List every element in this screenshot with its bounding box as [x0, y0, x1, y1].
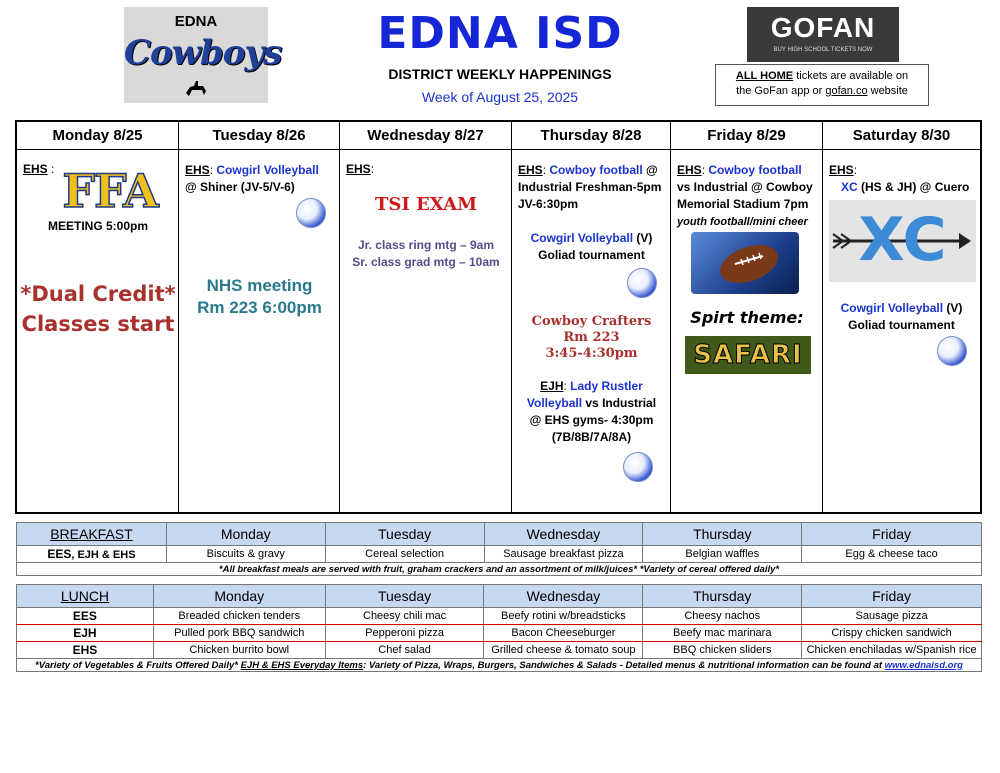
- event-cowboy-football: Cowboy football: [708, 163, 802, 177]
- xc-logo: [829, 200, 976, 282]
- volleyball-icon: [937, 336, 967, 366]
- breakfast-day-friday: Friday: [802, 523, 982, 546]
- lunch-day-tuesday: Tuesday: [325, 585, 484, 608]
- tickets-notice: [715, 64, 929, 106]
- safari-logo: SAFARI: [685, 336, 811, 374]
- lunch-row-ehs: [17, 642, 982, 659]
- day-header-monday: Monday 8/25: [17, 122, 178, 150]
- tickets-text-2: the GoFan app or: [736, 85, 826, 97]
- rustler-detail-2: (7B/8B/7A/8A): [551, 430, 632, 444]
- lunch-note-2: EJH & EHS Everyday Items: [240, 659, 364, 671]
- day-header-tuesday: Tuesday 8/26: [179, 122, 339, 150]
- day-column-saturday: Saturday 8/30 EHS: XC (HS & JH) @ Cuero XC Cowgirl Volleyball (V) Goliad tournament: [823, 122, 980, 512]
- lunch-item: Breaded chicken tenders: [153, 608, 325, 625]
- lunch-day-thursday: Thursday: [643, 585, 802, 608]
- day-column-monday: Monday 8/25 EHS : FFA MEETING 5:00pm *Dual Credit* Classes start: [17, 122, 179, 512]
- breakfast-note: *All breakfast meals are served with fruit, graham crackers and an assortment of milk/juices* *Variety of cereal offered daily*: [17, 563, 982, 576]
- breakfast-item: Sausage breakfast pizza: [484, 546, 643, 563]
- lunch-item: Beefy mac marinara: [643, 625, 802, 642]
- tickets-all-home: ALL HOME: [735, 70, 794, 82]
- lunch-item: Sausage pizza: [802, 608, 982, 625]
- football-detail-1: vs Industrial @ Cowboy: [677, 180, 813, 194]
- event-cowgirl-volleyball: Cowgirl Volleyball: [530, 231, 634, 245]
- xc-detail: (HS & JH) @ Cuero: [857, 180, 970, 194]
- lunch-item: Bacon Cheeseburger: [484, 625, 643, 642]
- dual-credit-line-2: Classes start: [21, 312, 175, 336]
- football-image: [691, 232, 799, 294]
- lunch-item: Grilled cheese & tomato soup: [484, 642, 643, 659]
- tickets-text-3: website: [867, 85, 908, 97]
- breakfast-schools: [17, 546, 167, 563]
- day-header-friday: Friday 8/29: [671, 122, 822, 150]
- lunch-school: EES: [17, 608, 154, 625]
- gofan-logo-text: GOFAN: [770, 12, 876, 43]
- ring-meeting: Jr. class ring mtg – 9am: [357, 238, 495, 252]
- weekly-calendar: [15, 120, 982, 514]
- lunch-note-1: *Variety of Vegetables & Fruits Offered Daily*: [35, 659, 241, 671]
- lunch-row-ejh: [17, 625, 982, 642]
- breakfast-day-wednesday: Wednesday: [484, 523, 643, 546]
- lunch-item: Chicken burrito bowl: [153, 642, 325, 659]
- logo-edna-text: EDNA: [174, 13, 218, 30]
- event-cowgirl-volleyball: Cowgirl Volleyball: [216, 163, 319, 177]
- event-detail: @ Shiner (JV-5/V-6): [185, 180, 295, 194]
- lunch-item: Chef salad: [325, 642, 484, 659]
- football-detail-2: Memorial Stadium 7pm: [677, 197, 809, 211]
- lunch-note-3: : Variety of Pizza, Wraps, Burgers, Sandwiches & Salads - Detailed menus & nutritional information can be found at: [363, 659, 885, 671]
- ffa-meeting: MEETING 5:00pm: [47, 219, 149, 233]
- rustler-detail-1: @ EHS gyms- 4:30pm: [529, 413, 654, 427]
- day-column-thursday: Thursday 8/28 EHS: Cowboy football @ Industrial Freshman-5pm JV-6:30pm Cowgirl Volleyball (V) Goliad tournament Cowboy Crafters Rm 223 3:45-4:30pm EJH: Lady Rustler Volleyball vs Industrial @ EHS gyms- 4:30pm (7B/8B/7A/8A): [512, 122, 671, 512]
- volleyball-icon: [627, 268, 657, 298]
- gofan-logo[interactable]: [747, 7, 899, 62]
- page-subtitle: DISTRICT WEEKLY HAPPENINGS: [388, 66, 612, 82]
- breakfast-menu: [16, 522, 982, 576]
- lunch-school: EJH: [17, 625, 154, 642]
- lunch-row-ees: [17, 608, 982, 625]
- page-title: EDNA ISD: [377, 8, 623, 59]
- spirit-theme: Spirt theme:: [690, 308, 804, 327]
- day-column-tuesday: Tuesday 8/26 EHS: Cowgirl Volleyball @ Shiner (JV-5/V-6) NHS meeting Rm 223 6:00pm: [179, 122, 340, 512]
- day-column-wednesday: Wednesday 8/27 EHS: TSI EXAM Jr. class ring mtg – 9am Sr. class grad mtg – 10am: [340, 122, 512, 512]
- school-label-ehs: EHS: [23, 162, 48, 176]
- breakfast-day-monday: Monday: [166, 523, 325, 546]
- school-label-ehs: EHS: [518, 163, 543, 177]
- crafters-line-2: Rm 223: [563, 330, 620, 345]
- school-label-ehs: EHS: [677, 163, 702, 177]
- tickets-text-1: tickets are available on: [793, 70, 909, 82]
- lunch-label: LUNCH: [17, 585, 154, 608]
- lunch-note: [17, 659, 982, 672]
- vb-detail: Goliad tournament: [848, 318, 955, 332]
- lunch-menu: [16, 584, 982, 672]
- breakfast-school-ees: EES: [47, 547, 72, 561]
- school-label-ejh: EJH: [540, 379, 564, 393]
- breakfast-label: BREAKFAST: [17, 523, 167, 546]
- volleyball-icon: [623, 452, 653, 482]
- edna-cowboys-logo: [124, 7, 282, 103]
- lunch-item: Chicken enchiladas w/Spanish rice: [802, 642, 982, 659]
- breakfast-day-tuesday: Tuesday: [325, 523, 484, 546]
- crafters-line-1: Cowboy Crafters: [531, 314, 652, 329]
- lunch-item: Cheesy chili mac: [325, 608, 484, 625]
- breakfast-item: Belgian waffles: [643, 546, 802, 563]
- lunch-item: Beefy rotini w/breadsticks: [484, 608, 643, 625]
- football-at: @: [642, 163, 658, 177]
- lunch-school: EHS: [17, 642, 154, 659]
- logo-cowboys-text: Cowboys: [124, 33, 282, 73]
- school-label-ehs: EHS: [829, 163, 854, 177]
- ednaisd-link[interactable]: www.ednaisd.org: [884, 659, 963, 671]
- lunch-day-monday: Monday: [153, 585, 325, 608]
- rustler-vs: vs Industrial: [582, 396, 657, 410]
- lunch-day-wednesday: Wednesday: [484, 585, 643, 608]
- event-lady-rustler: Lady Rustler: [570, 379, 643, 393]
- week-label: Week of August 25, 2025: [421, 89, 579, 105]
- vb-level: (V): [633, 231, 653, 245]
- event-cowboy-football: Cowboy football: [549, 163, 643, 177]
- football-detail-1: Industrial Freshman-5pm: [518, 180, 662, 194]
- breakfast-item: Egg & cheese taco: [802, 546, 982, 563]
- school-label-ehs: EHS: [346, 162, 371, 176]
- nhs-meeting-line-1: NHS meeting: [206, 276, 313, 295]
- ffa-logo: FFA: [62, 164, 158, 218]
- gofan-link[interactable]: gofan.co: [825, 85, 868, 97]
- breakfast-school-others: , EJH & EHS: [71, 549, 136, 561]
- breakfast-item: Biscuits & gravy: [166, 546, 325, 563]
- grad-meeting: Sr. class grad mtg – 10am: [352, 255, 500, 269]
- lunch-item: Crispy chicken sandwich: [802, 625, 982, 642]
- crafters-line-3: 3:45-4:30pm: [545, 346, 638, 361]
- football-detail-2: JV-6:30pm: [518, 197, 579, 211]
- breakfast-day-thursday: Thursday: [643, 523, 802, 546]
- lunch-item: Pulled pork BBQ sandwich: [153, 625, 325, 642]
- day-column-friday: Friday 8/29 EHS: Cowboy football vs Industrial @ Cowboy Memorial Stadium 7pm youth football/mini cheer Spirt theme: SAFARI: [671, 122, 823, 512]
- xc-logo-text: XC: [858, 205, 947, 275]
- day-header-thursday: Thursday 8/28: [512, 122, 670, 150]
- day-header-saturday: Saturday 8/30: [823, 122, 980, 150]
- school-label-ehs: EHS: [185, 163, 210, 177]
- vb-detail: Goliad tournament: [538, 248, 645, 262]
- breakfast-item: Cereal selection: [325, 546, 484, 563]
- lunch-day-friday: Friday: [802, 585, 982, 608]
- lunch-item: Cheesy nachos: [643, 608, 802, 625]
- lunch-item: Pepperoni pizza: [325, 625, 484, 642]
- lunch-item: BBQ chicken sliders: [643, 642, 802, 659]
- vb-level: (V): [943, 301, 963, 315]
- dual-credit-line-1: *Dual Credit*: [20, 282, 176, 306]
- tsi-exam: TSI EXAM: [374, 194, 477, 215]
- gofan-tagline: BUY HIGH SCHOOL TICKETS NOW: [773, 47, 873, 53]
- event-xc: XC: [841, 180, 858, 194]
- volleyball-icon: [296, 198, 326, 228]
- youth-football: youth football/mini cheer: [677, 216, 808, 228]
- nhs-meeting-line-2: Rm 223 6:00pm: [197, 298, 322, 317]
- horse-rider-icon: [124, 77, 268, 102]
- event-cowgirl-volleyball: Cowgirl Volleyball: [840, 301, 944, 315]
- event-lady-rustler-2: Volleyball: [526, 396, 583, 410]
- day-header-wednesday: Wednesday 8/27: [340, 122, 511, 150]
